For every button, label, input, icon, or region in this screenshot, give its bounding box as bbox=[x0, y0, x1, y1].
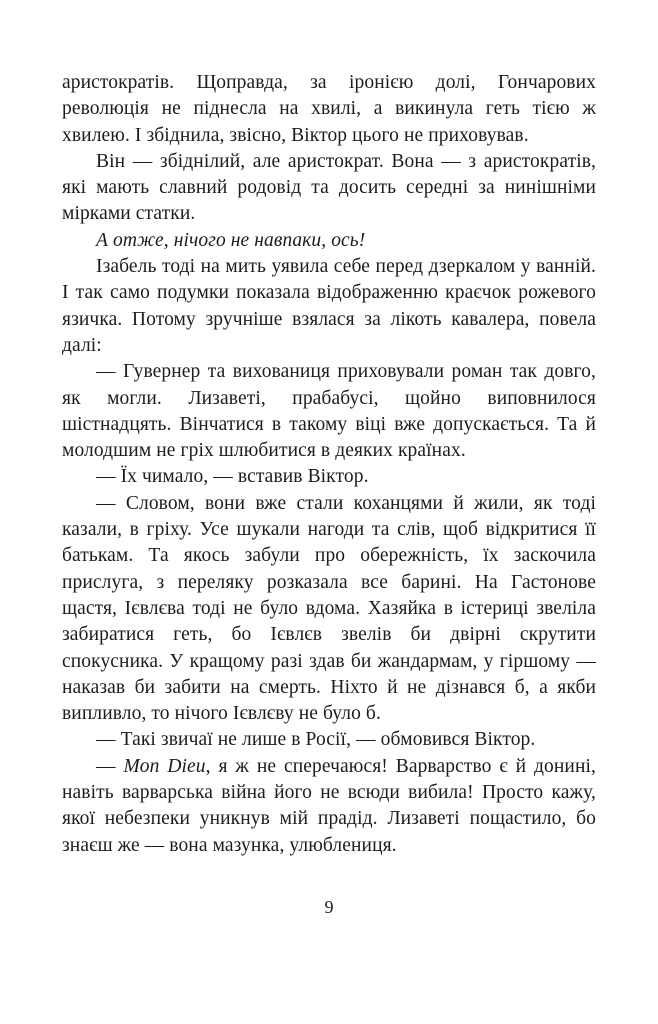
text-run: А отже, нічого не навпаки, ось! bbox=[96, 229, 366, 251]
paragraph bbox=[62, 754, 596, 859]
page-number: 9 bbox=[324, 897, 334, 917]
text-run: — bbox=[96, 755, 124, 777]
paragraph bbox=[62, 228, 596, 254]
paragraph bbox=[62, 149, 596, 228]
paragraph bbox=[62, 359, 596, 464]
text-run: — Словом, вони вже стали коханцями й жили, як тоді казали, в гріху. Усе шукали нагоди та слів, щоб відкритися її батькам. Та якось забули про обережність, їх заскочила прислуга, з переляку розказала все барині. На Гастонове щастя, Ієвлєва тоді не було вдома. Хазяйка в істериці звеліла забиратися геть, бо Ієвлєв звелів би двірні скрутити спокусника. У кращому разі здав би жандармам, у гіршому — наказав би забити на смерть. Ніхто й не дізнався б, а якби випливло, то нічого Ієвлєву не було б. bbox=[62, 492, 596, 725]
text-run: — Їх чимало, — вставив Віктор. bbox=[96, 466, 369, 488]
paragraph bbox=[62, 70, 596, 149]
paragraph bbox=[62, 491, 596, 728]
text-run: , я ж не сперечаюся! Варварство є й донині, навіть варварська війна його не всюди вибила! Просто кажу, якої небезпеки уникнув мій прадід. Лизаветі пощастило, бо знаєш же — вона мазунка, улюблениця. bbox=[62, 755, 596, 856]
text-run: — Такі звичаї не лише в Росії, — обмовився Віктор. bbox=[96, 729, 536, 751]
text-run: Він — збіднілий, але аристократ. Вона — з аристократів, які мають славний родовід та досить середні за нинішніми мірками статки. bbox=[62, 150, 596, 225]
paragraph bbox=[62, 464, 596, 490]
text-block bbox=[62, 70, 596, 859]
paragraph bbox=[62, 254, 596, 359]
text-run: Ізабель тоді на мить уявила себе перед дзеркалом у ванній. І так само подумки показала відображенню краєчок рожевого язичка. Потому зручніше взялася за лікоть кавалера, повела далі: bbox=[62, 256, 596, 356]
paragraph bbox=[62, 727, 596, 753]
text-run: аристократів. Щоправда, за іронією долі, Гончарових революція не піднесла на хвилі, а викинула геть тією ж хвилею. І збіднила, звісно, Віктор цього не приховував. bbox=[62, 72, 596, 146]
text-run: — Гувернер та вихованиця приховували роман так довго, як могли. Лизаветі, прабабусі, щойно виповнилося шістнадцять. Вінчатися в такому віці вже допускається. Та й молодшим не гріх шлюбитися в деяких країнах. bbox=[62, 361, 596, 462]
text-run: Mon Dieu bbox=[123, 755, 206, 777]
